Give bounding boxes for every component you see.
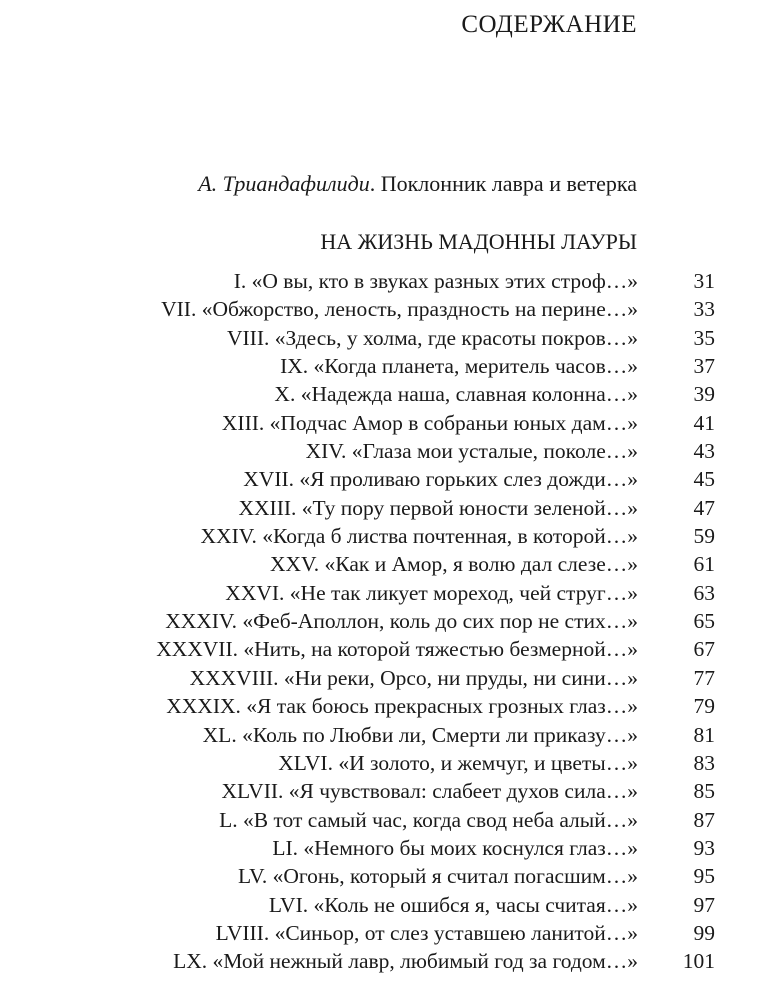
toc-entry [60, 749, 715, 777]
intro-author: А. Триандафилиди [198, 171, 370, 196]
toc-entry-page: 45 [693, 467, 715, 492]
toc-entry-page: 97 [693, 892, 715, 917]
toc-entry-page: 67 [693, 637, 715, 662]
toc-entry-page: 87 [693, 807, 715, 832]
toc-entry-page: 41 [693, 410, 715, 435]
toc-entry-title: XXIV. «Когда б листва почтенная, в которой…» [200, 524, 638, 549]
intro-title: Поклонник лавра и ветерка [380, 171, 637, 196]
toc-entry-title: XIV. «Глаза мои усталые, поколе…» [305, 439, 638, 464]
toc-entry [60, 465, 715, 493]
toc-entry-page: 47 [693, 495, 715, 520]
toc-entry-title: LX. «Мой нежный лавр, любимый год за годом…» [173, 949, 638, 974]
toc-entry-page: 31 [693, 269, 715, 293]
toc-entry-title: XL. «Коль по Любви ли, Смерти ли приказу…» [202, 722, 638, 747]
toc-entry-title: XXXVII. «Нить, на которой тяжестью безмерной…» [156, 637, 638, 662]
toc-entry-title: IX. «Когда планета, меритель часов…» [280, 354, 638, 379]
toc-entry-page: 39 [693, 382, 715, 407]
toc-entry-title: X. «Надежда наша, славная колонна…» [274, 382, 638, 407]
toc-entry-title: XXVI. «Не так ликует мореход, чей струг…» [225, 580, 638, 605]
toc-entry-title: LVIII. «Синьор, от слез уставшею ланитой…» [215, 920, 638, 945]
toc-list [60, 267, 715, 976]
toc-entry-title: XXXVIII. «Ни реки, Орсо, ни пруды, ни сини…» [189, 665, 638, 690]
toc-entry [60, 522, 715, 550]
toc-entry [60, 550, 715, 578]
intro-entry [198, 170, 637, 198]
toc-entry [60, 635, 715, 663]
toc-entry [60, 891, 715, 919]
toc-entry-page: 61 [693, 552, 715, 577]
toc-entry-page: 95 [693, 864, 715, 889]
toc-entry [60, 324, 715, 352]
toc-entry [60, 777, 715, 805]
toc-entry [60, 806, 715, 834]
toc-entry-page: 79 [693, 694, 715, 719]
toc-entry [60, 607, 715, 635]
toc-entry-title: XIII. «Подчас Амор в собраньи юных дам…» [221, 410, 638, 435]
toc-entry [60, 409, 715, 437]
toc-entry-title: LVI. «Коль не ошибся я, часы считая…» [268, 892, 638, 917]
toc-entry-title: XXV. «Как и Амор, я волю дал слезе…» [269, 552, 638, 577]
toc-entry-title: I. «О вы, кто в звуках разных этих строф…» [233, 269, 638, 293]
toc-entry-page: 83 [693, 750, 715, 775]
toc-entry [60, 437, 715, 465]
toc-entry [60, 692, 715, 720]
toc-entry-title: L. «В тот самый час, когда свод неба алый…» [219, 807, 638, 832]
toc-entry [60, 919, 715, 947]
intro-separator: . [369, 171, 381, 196]
toc-entry-title: LI. «Немного бы моих коснулся глаз…» [272, 835, 638, 860]
toc-entry-title: VII. «Обжорство, леность, праздность на перине…» [161, 297, 638, 322]
toc-entry-page: 63 [693, 580, 715, 605]
toc-entry [60, 721, 715, 749]
toc-entry-page: 43 [693, 439, 715, 464]
toc-entry [60, 494, 715, 522]
toc-entry-page: 93 [693, 835, 715, 860]
toc-entry [60, 862, 715, 890]
toc-entry-title: VIII. «Здесь, у холма, где красоты покров…» [226, 325, 638, 350]
toc-entry-title: XVII. «Я проливаю горьких слез дожди…» [243, 467, 638, 492]
toc-entry-page: 33 [693, 297, 715, 322]
page-title: СОДЕРЖАНИЕ [461, 11, 637, 38]
section-title: НА ЖИЗНЬ МАДОННЫ ЛАУРЫ [320, 229, 637, 254]
toc-entry-title: XXXIV. «Феб-Аполлон, коль до сих пор не стих…» [165, 609, 638, 634]
toc-entry-title: XLVII. «Я чувствовал: слабеет духов сила…» [221, 779, 638, 804]
toc-entry-title: LV. «Огонь, который я считал погасшим…» [237, 864, 638, 889]
toc-entry [60, 380, 715, 408]
toc-entry-page: 59 [693, 524, 715, 549]
toc-entry [60, 947, 715, 975]
toc-entry [60, 579, 715, 607]
toc-entry-title: XXIII. «Ту пору первой юности зеленой…» [238, 495, 638, 520]
toc-entry-page: 85 [693, 779, 715, 804]
toc-entry [60, 664, 715, 692]
toc-entry [60, 834, 715, 862]
toc-entry-page: 81 [693, 722, 715, 747]
toc-entry-page: 37 [693, 354, 715, 379]
toc-entry [60, 267, 715, 295]
toc-entry-page: 35 [693, 325, 715, 350]
toc-entry-title: XXXIX. «Я так боюсь прекрасных грозных глаз…» [166, 694, 638, 719]
toc-entry-page: 99 [693, 920, 715, 945]
toc-entry-page: 65 [693, 609, 715, 634]
toc-entry [60, 295, 715, 323]
toc-entry [60, 352, 715, 380]
toc-entry-title: XLVI. «И золото, и жемчуг, и цветы…» [278, 750, 638, 775]
toc-entry-page: 101 [682, 949, 715, 974]
toc-entry-page: 77 [693, 665, 715, 690]
